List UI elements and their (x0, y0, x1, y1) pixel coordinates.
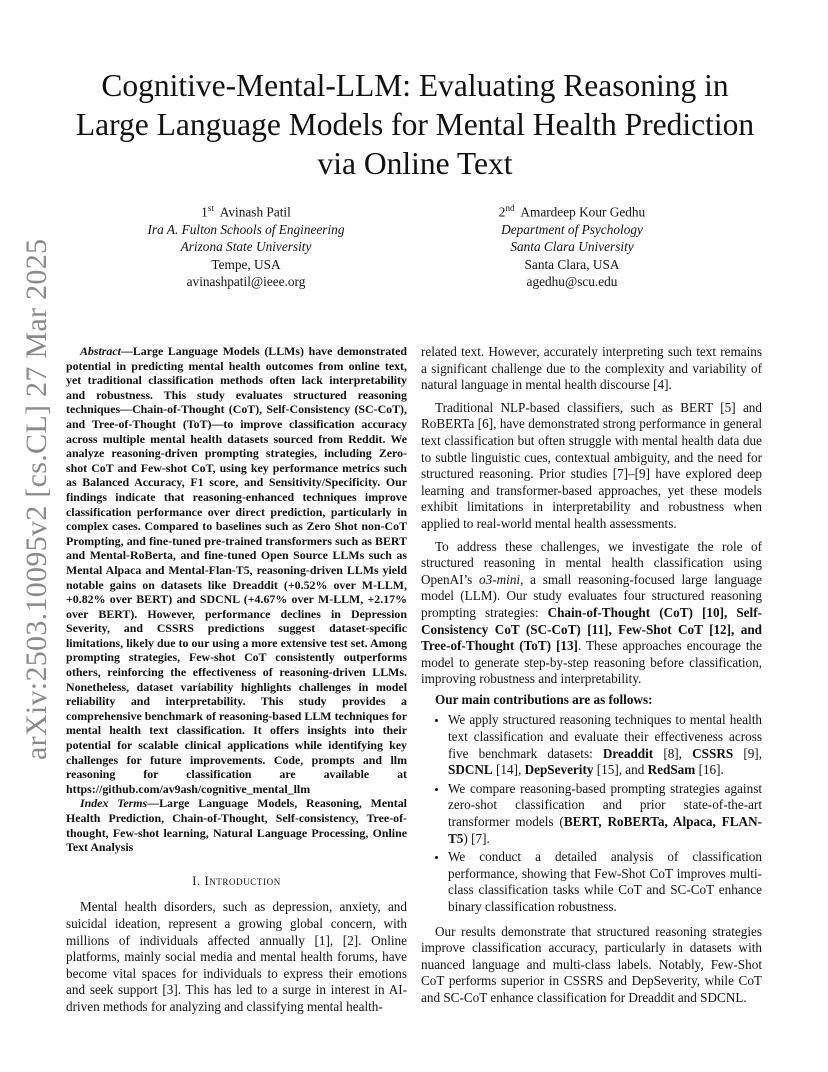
contributions-list (421, 712, 762, 915)
left-column (66, 344, 407, 1016)
author-email[interactable]: agedhu@scu.edu (526, 274, 618, 290)
author-name: 2nd Amardeep Kour Gedhu (498, 203, 646, 220)
right-column (421, 344, 762, 1007)
list-item: • We apply structured reasoning techniques to mental health text classification and evaluate their effectiveness across five benchmark datasets: Dreaddit [8], CSSRS [9], SDCNL [14], DepSeverity [15], and RedSam [16]. (448, 712, 762, 778)
author-affiliation: Ira A. Fulton Schools of Engineering (147, 221, 345, 237)
intro-paragraph: To address these challenges, we investigate the role of structured reasoning in mental health classification using OpenAI’s o3-mini, a small reasoning-focused large language model (LLM). Our study evaluates four structured reasoning prompting strategies: Chain-of-Thought (CoT) [10], Self-Consistency CoT (SC-CoT) [11], Few-Shot CoT [12], and Tree-of-Thought (ToT) [13]. These approaches encourage the model to generate step-by-step reasoning before classification, improving robustness and interpretability. (421, 538, 763, 687)
author-university: Arizona State University (180, 239, 312, 255)
abstract-text: Large Language Models (LLMs) have demonstrated potential in predicting mental health outcomes from online text, yet traditional classification methods often lack interpretability and robustness. This study evaluates structured reasoning techniques—Chain-of-Thought (CoT), Self-Consistency (SC-CoT), and Tree-of-Thought (ToT)—to improve classification accuracy across multiple mental health datasets sourced from Reddit. We analyze reasoning-driven prompting strategies, including Zero-shot CoT and Few-shot CoT, using key performance metrics such as Balanced Accuracy, F1 score, and Sensitivity/Specificity. Our findings indicate that reasoning-enhanced techniques improve classification performance over direct prediction, particularly in complex cases. Compared to baselines such as Zero Shot non-CoT Prompting, and fine-tuned pre-trained transformers such as BERT and Mental-RoBerta, and fine-tuned Open Source LLMs such as Mental Alpaca and Mental-Flan-T5, reasoning-driven LLMs yield notable gains on datasets like Dreaddit (+0.52% over M-LLM, +0.82% over BERT) and SDCNL (+4.67% over M-LLM, +2.17% over BERT). However, performance declines in Depression Severity, and CSSRS predictions suggest dataset-specific limitations, likely due to our using a more extensive test set. Among prompting strategies, Few-shot CoT consistently outperforms others, reinforcing the effectiveness of reasoning-driven LLMs. Nonetheless, dataset variability highlights challenges in model reliability and interpretability. This study provides a comprehensive benchmark of reasoning-based LLM techniques for mental health text classification. It offers insights into their potential for scalable clinical applications while identifying key challenges for future improvements. Code, prompts and llm reasoning for classification are available at https://github.com/av9ash/cognitive_mental_llm (66, 344, 407, 796)
intro-paragraph: Traditional NLP-based classifiers, such as BERT [5] and RoBERTa [6], have demonstrated strong performance in general text classification but often struggle with mental health data due to subtle linguistic cues, contextual ambiguity, and the need for structured reasoning. Prior studies [7]–[9] have explored deep learning and transformer-based approaches, yet these models exhibit limitations in interpretability and robustness when applied to real-world mental health assessments. (421, 399, 762, 531)
author-block-2 (422, 200, 722, 291)
paper-title: Cognitive-Mental-LLM: Evaluating Reasoning in Large Language Models for Mental Health Prediction via Online Text (75, 68, 755, 181)
contributions-heading: Our main contributions are as follows: (435, 691, 653, 707)
author-university: Santa Clara University (510, 239, 634, 255)
arxiv-identifier[interactable]: arXiv:2503.10095v2 [cs.CL] 27 Mar 2025 (20, 238, 53, 760)
author-affiliation: Department of Psychology (501, 221, 643, 237)
author-name: 1st Avinash Patil (201, 203, 291, 220)
author-email[interactable]: avinashpatil@ieee.org (186, 274, 306, 290)
intro-paragraph-continued: related text. However, accurately interpreting such text remains a significant challenge due to the complexity and variability of natural language in mental health discourse [4]. (421, 344, 762, 393)
author-block-1 (96, 200, 396, 291)
author-location: Santa Clara, USA (524, 256, 620, 272)
intro-paragraph: Mental health disorders, such as depression, anxiety, and suicidal ideation, represent a growing global concern, with millions of individuals affected annually [1], [2]. Online platforms, mainly social media and mental health forums, have become vital spaces for individuals to express their emotions and seek support [3]. This has led to a surge in interest in AI-driven methods for analyzing and classifying mental health- (66, 899, 407, 1014)
section-heading: I. Introduction (192, 873, 281, 888)
index-terms-label: Index Terms (80, 796, 148, 811)
author-location: Tempe, USA (211, 256, 281, 272)
list-item: • We compare reasoning-based prompting strategies against zero-shot classification and prior state-of-the-art transformer models (BERT, RoBERTa, Alpaca, FLAN-T5) [7]. (448, 781, 762, 847)
abstract: Abstract—Large Language Models (LLMs) have demonstrated potential in predicting mental health outcomes from online text, yet traditional classification methods often lack interpretability and robustness. This study evaluates structured reasoning techniques—Chain-of-Thought (CoT), Self-Consistency (SC-CoT), and Tree-of-Thought (ToT)—to improve classification accuracy across multiple mental health datasets sourced from Reddit. We analyze reasoning-driven prompting strategies, including Zero-shot CoT and Few-shot CoT, using key performance metrics such as Balanced Accuracy, F1 score, and Sensitivity/Specificity. Our findings indicate that reasoning-enhanced techniques improve classification performance over direct prediction, particularly in complex cases. Compared to baselines such as Zero Shot non-CoT Prompting, and fine-tuned pre-trained transformers such as BERT and Mental-RoBerta, and fine-tuned Open Source LLMs such as Mental Alpaca and Mental-Flan-T5, reasoning-driven LLMs yield notable gains on datasets like Dreaddit (+0.52% over M-LLM, +0.82% over BERT) and SDCNL (+4.67% over M-LLM, +2.17% over BERT). However, performance declines in Depression Severity, and CSSRS predictions suggest dataset-specific limitations, likely due to our using a more extensive test set. Among prompting strategies, Few-shot CoT consistently outperforms others, reinforcing the effectiveness of reasoning-driven LLMs. Nonetheless, dataset variability highlights challenges in model reliability and interpretability. This study provides a comprehensive benchmark of reasoning-based LLM techniques for mental health text classification. It offers insights into their potential for scalable clinical applications while identifying key challenges for future improvements. Code, prompts and llm reasoning for classification are available at https://github.com/av9ash/cognitive_mental_llm (66, 344, 407, 796)
list-item: • We conduct a detailed analysis of classification performance, showing that Few-Shot CoT improves multi-class classification tasks while CoT and SC-CoT enhance binary classification robustness. (448, 849, 762, 915)
index-terms: Index Terms—Large Language Models, Reasoning, Mental Health Prediction, Chain-of-Thought, Self-consistency, Tree-of-thought, Few-shot learning, Natural Language Processing, Online Text Analysis (66, 796, 407, 855)
abstract-label: Abstract (80, 344, 121, 358)
intro-paragraph: Our results demonstrate that structured reasoning strategies improve classification accuracy, particularly in datasets with nuanced language and multi-class labels. Notably, Few-Shot CoT performs superior in CSSRS and DepSeverity, while CoT and SC-CoT enhance classification for Dreaddit and SDCNL. (421, 923, 762, 1005)
index-terms-text: Large Language Models, Reasoning, Mental Health Prediction, Chain-of-Thought, Self-consistency, Tree-of-thought, Few-shot learning, Natural Language Processing, Online Text Analysis (66, 796, 407, 855)
